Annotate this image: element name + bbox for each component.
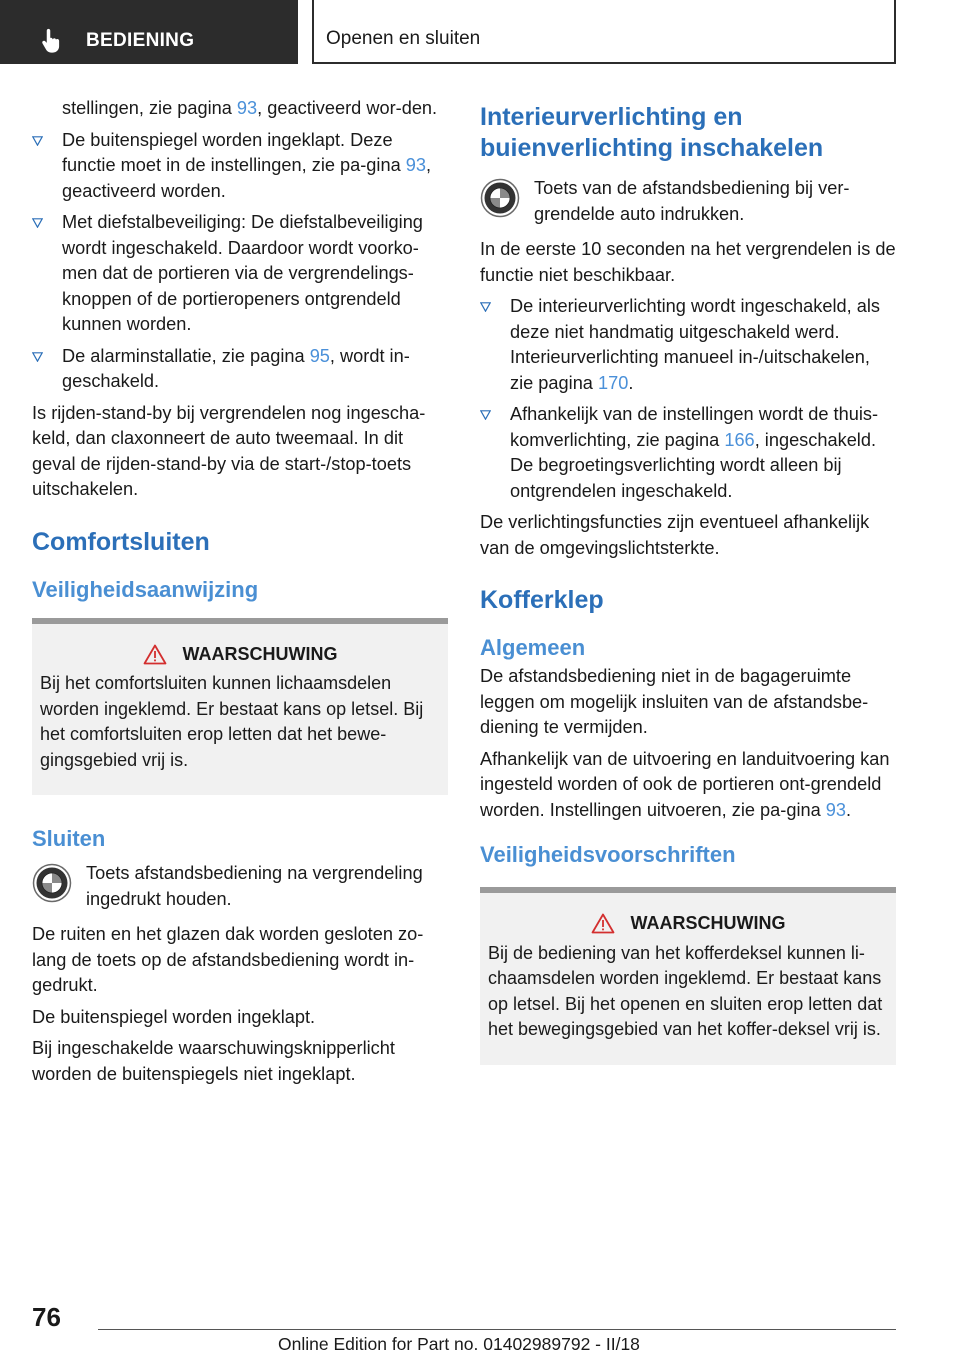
list-item: De buitenspiegel worden ingeklapt. Deze functie moet in de instellingen, zie pa-gina 93, geactiveerd worden.: [32, 128, 448, 205]
page-link[interactable]: 170: [597, 372, 629, 393]
subheading-veiligheidsvoorschriften: Veiligheidsvoorschriften: [480, 842, 736, 867]
footer-divider: [98, 1329, 896, 1330]
chapter-label: Openen en sluiten: [326, 28, 481, 49]
list-item: De interieurverlichting wordt ingeschakeld, als deze niet handmatig uitgeschakeld werd. Interieurverlichting manueel in-/uitschakelen, zie pagina 170.: [480, 294, 896, 396]
remote-instruction-text: Toets afstandsbediening na vergrendeling ingedrukt houden.: [86, 863, 423, 909]
bmw-remote-key-icon: [480, 178, 520, 218]
triangle-bullet-icon: [32, 352, 43, 362]
warning-text: Bij de bediening van het kofferdeksel kunnen li-chaamsdelen worden ingeklemd. Er bestaat kans op letsel. Bij het openen en sluiten erop letten dat het bewegingsgebied van het koffer-deksel vrij is.: [488, 942, 883, 1039]
subheading-sluiten: Sluiten: [32, 826, 106, 851]
remote-instruction: [32, 861, 448, 912]
continued-paragraph: stellingen, zie pagina 93, geactiveerd wor-den.: [62, 98, 438, 118]
triangle-bullet-icon: [32, 218, 43, 228]
warning-header: [40, 642, 440, 668]
page-link[interactable]: 95: [309, 345, 330, 366]
right-column: [480, 96, 896, 1095]
list-item: Met diefstalbeveiliging: De diefstalbeveiliging wordt ingeschakeld. Daardoor wordt voorko-men dat de portieren via de vergrendelings-knoppen of de portieropeners ontgrendeld kunnen worden.: [32, 210, 448, 338]
paragraph: In de eerste 10 seconden na het vergrendelen is de functie niet beschikbaar.: [480, 239, 896, 285]
warning-title: WAARSCHUWING: [182, 643, 338, 664]
chapter-tab[interactable]: [312, 0, 896, 64]
section-heading-kofferklep: Kofferklep: [480, 586, 604, 614]
warning-box: [32, 618, 448, 796]
section-tab[interactable]: [0, 0, 298, 64]
page-link[interactable]: 93: [236, 98, 258, 118]
warning-triangle-icon: [591, 913, 615, 934]
paragraph: Afhankelijk van de uitvoering en landuitvoering kan ingesteld worden of ook de portieren ont-grendeld worden. Instellingen uitvoeren, zie pa-gina 93.: [480, 748, 890, 820]
warning-triangle-icon: [143, 644, 167, 665]
paragraph: De ruiten en het glazen dak worden gesloten zo-lang de toets op de afstandsbediening wordt in-gedrukt.: [32, 924, 424, 995]
subheading-veiligheidsaanwijzing: Veiligheidsaanwijzing: [32, 576, 259, 602]
section-heading-interieurverlichting: Interieurverlichting en buienverlichting inschakelen: [480, 103, 824, 162]
page-link[interactable]: 93: [405, 155, 426, 175]
warning-header: [488, 911, 888, 937]
warning-text: Bij het comfortsluiten kunnen lichaamsdelen worden ingeklemd. Er bestaat kans op letsel. Bij het comfortsluiten erop letten dat het bewe-gingsgebied vrij is.: [40, 673, 424, 770]
paragraph: De afstandsbediening niet in de bagageruimte leggen om mogelijk insluiten van de afstandsbe-diening te vermijden.: [480, 666, 869, 737]
hand-pointer-icon: [38, 26, 66, 54]
left-column: [32, 96, 448, 1093]
triangle-bullet-icon: [480, 410, 491, 420]
section-heading-comfortsluiten: Comfortsluiten: [32, 527, 210, 556]
warning-box: [480, 887, 896, 1065]
subheading-algemeen: Algemeen: [480, 635, 586, 660]
bmw-remote-key-icon: [32, 863, 72, 903]
paragraph: De buitenspiegel worden ingeklapt.: [32, 1006, 316, 1027]
section-label: BEDIENING: [86, 30, 195, 51]
list-item: De alarminstallatie, zie pagina 95, wordt in-geschakeld.: [32, 344, 448, 395]
page-number: 76: [32, 1302, 61, 1332]
page-link[interactable]: 166: [724, 429, 755, 450]
footer-edition: Online Edition for Part no. 01402989792 - II/18: [278, 1334, 640, 1354]
warning-title: WAARSCHUWING: [630, 913, 786, 933]
remote-instruction-text: Toets van de afstandsbediening bij ver-grendelde auto indrukken.: [534, 178, 850, 224]
paragraph: Is rijden-stand-by bij vergrendelen nog ingescha-keld, dan claxonneert de auto tweemaal. In dit geval de rijden-stand-by via de start-/stop-toets uitschakelen.: [32, 402, 426, 499]
triangle-bullet-icon: [480, 302, 491, 312]
page-link[interactable]: 93: [825, 799, 847, 820]
remote-instruction: [480, 176, 896, 227]
triangle-bullet-icon: [32, 136, 43, 146]
page-header: [0, 0, 960, 66]
paragraph: Bij ingeschakelde waarschuwingsknipperlicht worden de buitenspiegels niet ingeklapt.: [32, 1038, 395, 1084]
list-item: Afhankelijk van de instellingen wordt de thuis-komverlichting, zie pagina 166, ingeschakeld. De begroetingsverlichting wordt alleen bij ontgrendelen ingeschakeld.: [480, 402, 896, 504]
paragraph: De verlichtingsfuncties zijn eventueel afhankelijk van de omgevingslichtsterkte.: [480, 512, 870, 558]
